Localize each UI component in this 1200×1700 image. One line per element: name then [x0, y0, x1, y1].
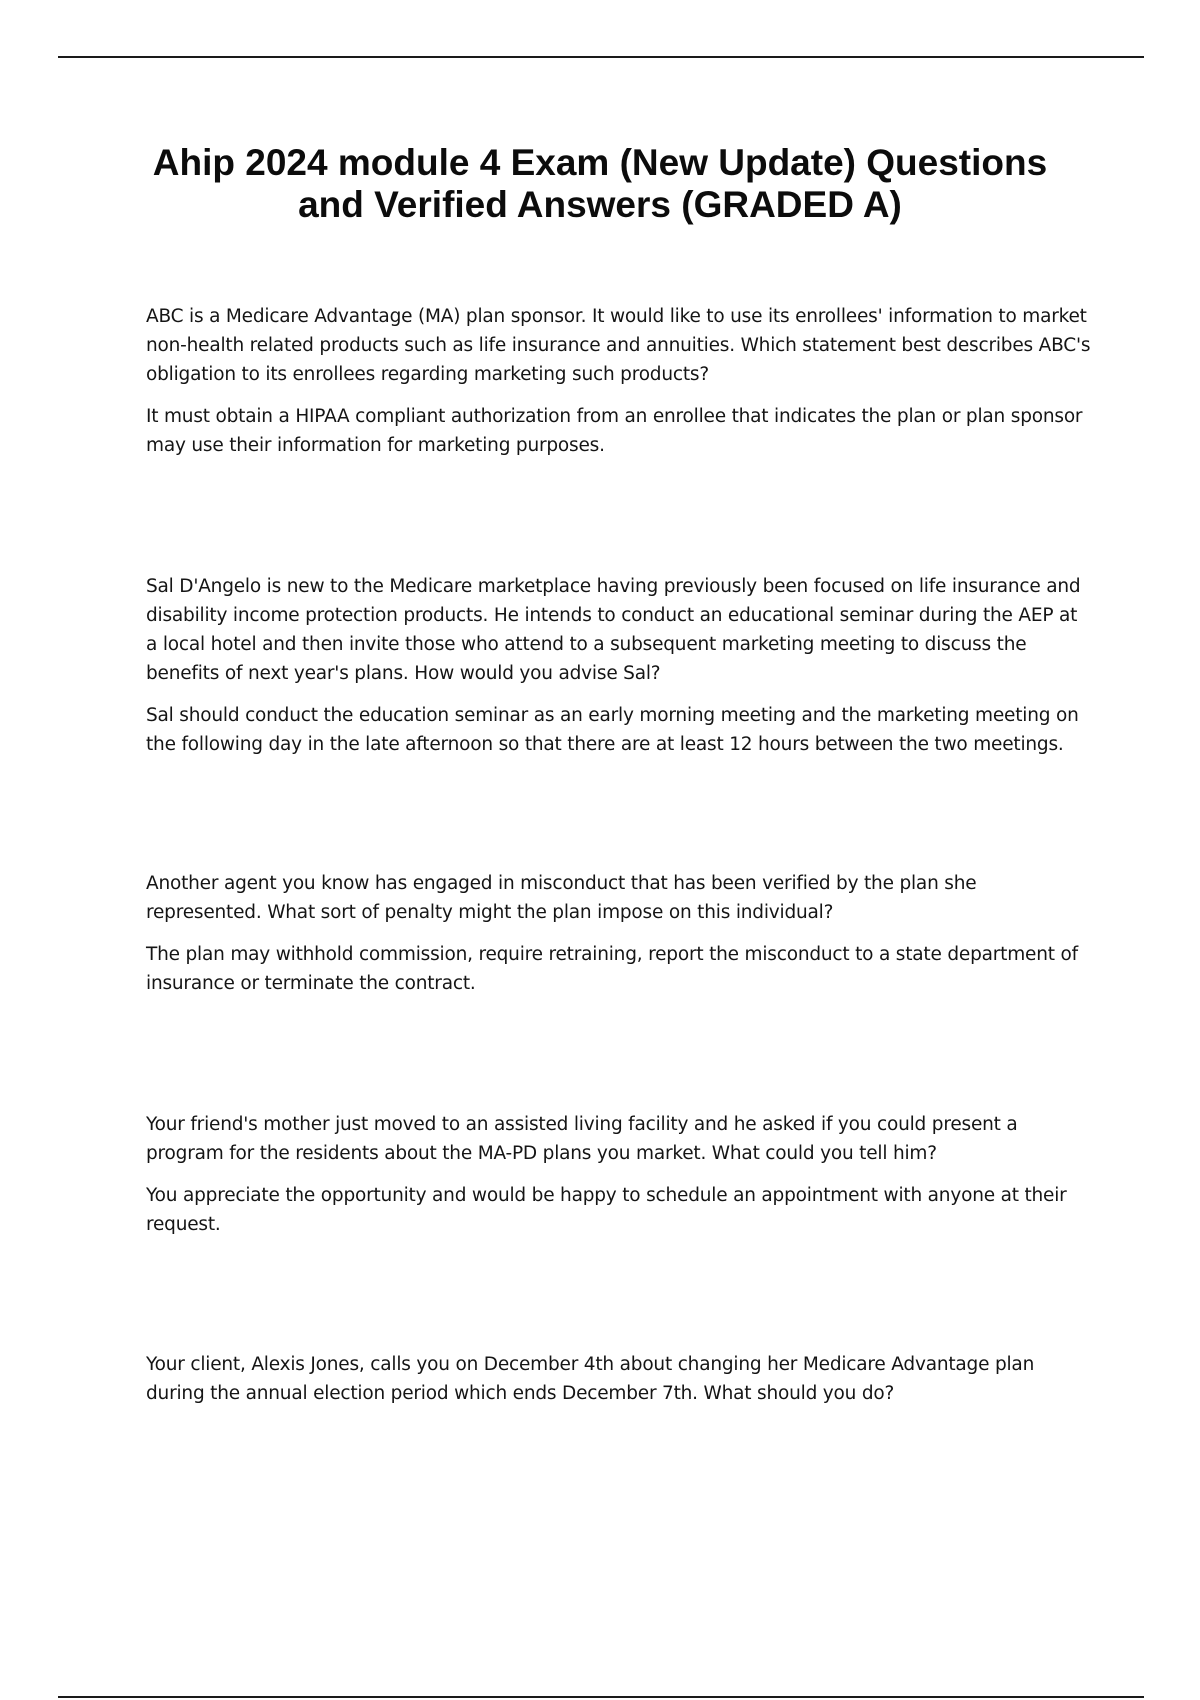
qa-item — [146, 572, 1092, 759]
answer-text: The plan may withhold commission, require retraining, report the misconduct to a state department of insurance or terminate the contract. — [146, 944, 1078, 994]
question-text: Your friend's mother just moved to an assisted living facility and he asked if you could present a program for the residents about the MA-PD plans you market. What could you tell him? — [146, 1114, 1018, 1164]
qa-item — [146, 1110, 1092, 1239]
qa-item — [146, 1350, 1092, 1408]
answer-text: Sal should conduct the education seminar as an early morning meeting and the marketing meeting on the following day in the late afternoon so that there are at least 12 hours between the two meetings. — [146, 705, 1079, 755]
question-text: ABC is a Medicare Advantage (MA) plan sponsor. It would like to use its enrollees' information to market non-health related products such as life insurance and annuities. Which statement best describes ABC's obligation to its enrollees regarding marketing such products? — [146, 306, 1091, 385]
qa-item — [146, 869, 1092, 998]
bottom-rule — [58, 1696, 1144, 1698]
qa-item — [146, 302, 1092, 460]
document-title: Ahip 2024 module 4 Exam (New Update) Questions and Verified Answers (GRADED A) — [152, 142, 1048, 225]
top-rule — [58, 56, 1144, 58]
question-text: Sal D'Angelo is new to the Medicare marketplace having previously been focused on life insurance and disability income protection products. He intends to conduct an educational seminar during the AEP at a local hotel and then invite those who attend to a subsequent marketing meeting to discuss the benefits of next year's plans. How would you advise Sal? — [146, 576, 1081, 684]
question-text: Another agent you know has engaged in misconduct that has been verified by the plan she represented. What sort of penalty might the plan impose on this individual? — [146, 873, 977, 923]
answer-text: You appreciate the opportunity and would be happy to schedule an appointment with anyone at their request. — [146, 1185, 1067, 1235]
answer-text: It must obtain a HIPAA compliant authorization from an enrollee that indicates the plan or plan sponsor may use their information for marketing purposes. — [146, 406, 1083, 456]
question-text: Your client, Alexis Jones, calls you on December 4th about changing her Medicare Advantage plan during the annual election period which ends December 7th. What should you do? — [146, 1354, 1035, 1404]
